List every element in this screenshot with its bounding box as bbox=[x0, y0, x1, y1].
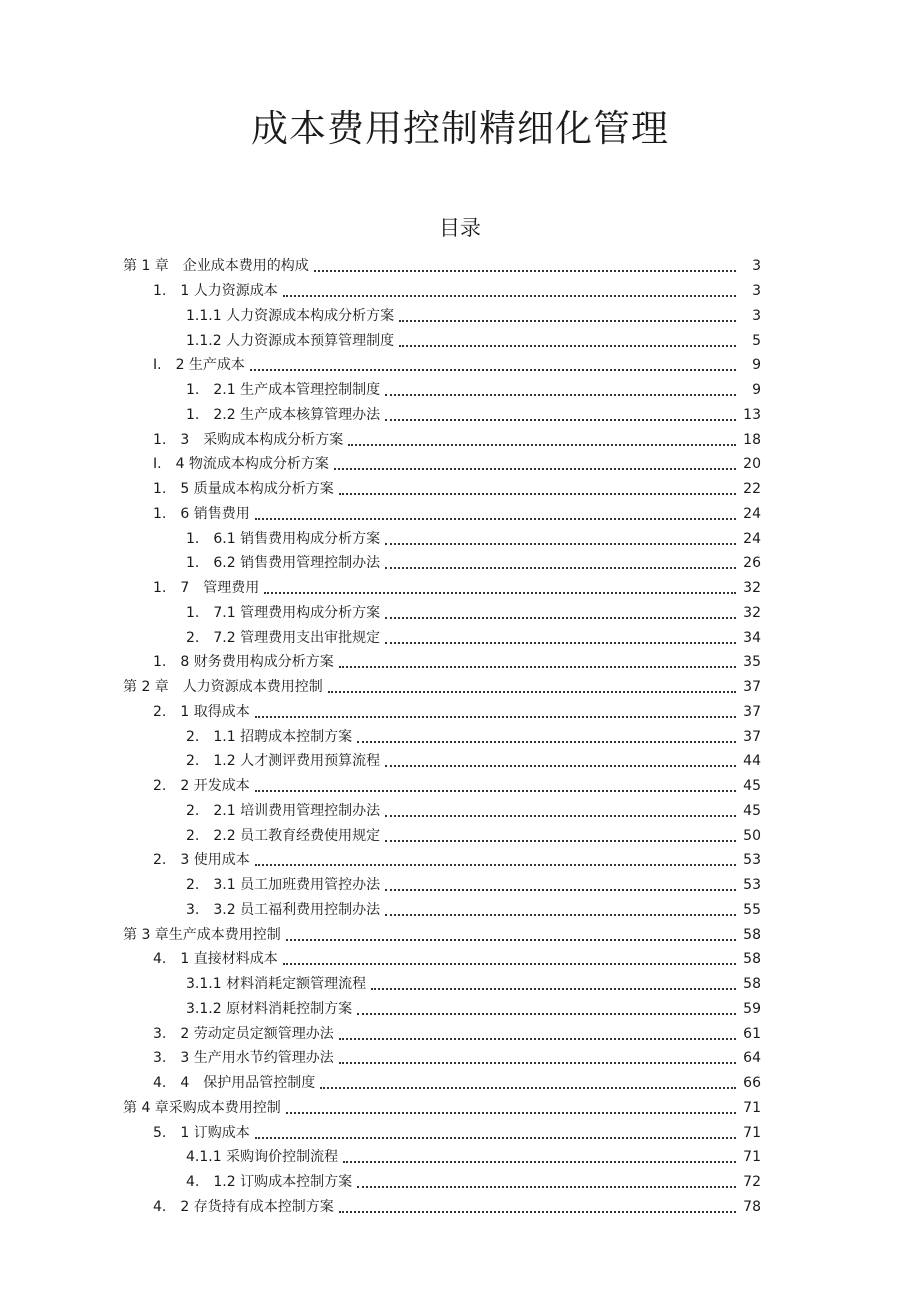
toc-dot-leader bbox=[339, 1048, 736, 1064]
toc-entry[interactable] bbox=[0, 799, 920, 824]
toc-entry-page-number: 44 bbox=[743, 753, 761, 770]
toc-entry-page-number: 22 bbox=[743, 481, 761, 498]
toc-entry[interactable] bbox=[0, 304, 920, 329]
toc-entry-label: 2. 1.2 人才测评费用预算流程 bbox=[186, 753, 381, 770]
toc-entry-label: 1.1.2 人力资源成本预算管理制度 bbox=[186, 332, 395, 349]
toc-dot-leader bbox=[357, 727, 736, 743]
toc-dot-leader bbox=[371, 974, 736, 990]
toc-dot-leader bbox=[255, 850, 736, 866]
toc-entry-label: 3.1.2 原材料消耗控制方案 bbox=[186, 1000, 353, 1017]
toc-entry-label: 3.1.1 材料消耗定额管理流程 bbox=[186, 976, 367, 993]
toc-dot-leader bbox=[314, 256, 736, 272]
toc-entry[interactable] bbox=[0, 774, 920, 799]
toc-entry-page-number: 32 bbox=[743, 580, 761, 597]
toc-entry-label: 3. 3 生产用水节约管理办法 bbox=[153, 1050, 334, 1067]
toc-entry[interactable] bbox=[0, 898, 920, 923]
toc-entry-label: 2. 2.2 员工教育经费使用规定 bbox=[186, 827, 381, 844]
toc-entry-label: 2. 1.1 招聘成本控制方案 bbox=[186, 728, 353, 745]
toc-entry-page-number: 37 bbox=[743, 703, 761, 720]
toc-entry-page-number: 61 bbox=[743, 1025, 761, 1042]
toc-dot-leader bbox=[339, 479, 736, 495]
toc-entry[interactable] bbox=[0, 601, 920, 626]
toc-entry-label: 2. 7.2 管理费用支出审批规定 bbox=[186, 629, 381, 646]
toc-entry-page-number: 35 bbox=[743, 654, 761, 671]
toc-entry-page-number: 53 bbox=[743, 877, 761, 894]
toc-entry[interactable] bbox=[0, 551, 920, 576]
toc-entry-label: 2. 3 使用成本 bbox=[153, 852, 250, 869]
toc-dot-leader bbox=[255, 776, 736, 792]
toc-entry-label: 5. 1 订购成本 bbox=[153, 1124, 250, 1141]
toc-entry-page-number: 5 bbox=[752, 332, 761, 349]
toc-entry[interactable] bbox=[0, 675, 920, 700]
toc-entry-label: 2. 1 取得成本 bbox=[153, 703, 250, 720]
toc-entry-label: 1. 1 人力资源成本 bbox=[153, 283, 278, 300]
toc-entry-page-number: 45 bbox=[743, 802, 761, 819]
toc-entry-page-number: 3 bbox=[752, 258, 761, 275]
toc-entry-page-number: 24 bbox=[743, 530, 761, 547]
toc-dot-leader bbox=[339, 1024, 736, 1040]
toc-entry[interactable] bbox=[0, 749, 920, 774]
toc-entry[interactable] bbox=[0, 254, 920, 279]
table-of-contents bbox=[0, 254, 920, 1219]
toc-dot-leader bbox=[385, 405, 736, 421]
toc-dot-leader bbox=[283, 281, 736, 297]
toc-entry-page-number: 78 bbox=[743, 1198, 761, 1215]
toc-entry-label: 1. 7 管理费用 bbox=[153, 580, 260, 597]
toc-entry-label: 1. 6.1 销售费用构成分析方案 bbox=[186, 530, 381, 547]
toc-entry-label: 第 1 章 企业成本费用的构成 bbox=[123, 258, 309, 275]
toc-entry-page-number: 58 bbox=[743, 951, 761, 968]
toc-entry-page-number: 59 bbox=[743, 1000, 761, 1017]
toc-entry-label: 2. 2 开发成本 bbox=[153, 778, 250, 795]
toc-entry-label: 1.1.1 人力资源成本构成分析方案 bbox=[186, 307, 395, 324]
toc-entry[interactable] bbox=[0, 378, 920, 403]
toc-entry-label: 2. 3.1 员工加班费用管控办法 bbox=[186, 877, 381, 894]
toc-entry[interactable] bbox=[0, 947, 920, 972]
toc-entry[interactable] bbox=[0, 353, 920, 378]
toc-entry[interactable] bbox=[0, 1096, 920, 1121]
toc-dot-leader bbox=[339, 1197, 736, 1213]
toc-entry-page-number: 18 bbox=[743, 431, 761, 448]
toc-entry-page-number: 20 bbox=[743, 456, 761, 473]
toc-entry-page-number: 3 bbox=[752, 307, 761, 324]
toc-entry[interactable] bbox=[0, 700, 920, 725]
toc-dot-leader bbox=[385, 826, 736, 842]
toc-entry-label: 4. 1 直接材料成本 bbox=[153, 951, 278, 968]
toc-entry-page-number: 72 bbox=[743, 1174, 761, 1191]
toc-entry-label: 4.1.1 采购询价控制流程 bbox=[186, 1149, 339, 1166]
toc-entry-page-number: 53 bbox=[743, 852, 761, 869]
toc-entry[interactable] bbox=[0, 1195, 920, 1220]
toc-entry-page-number: 34 bbox=[743, 629, 761, 646]
toc-entry-page-number: 13 bbox=[743, 406, 761, 423]
toc-entry[interactable] bbox=[0, 1145, 920, 1170]
toc-dot-leader bbox=[357, 1172, 736, 1188]
document-title: 成本费用控制精细化管理 bbox=[251, 107, 669, 150]
toc-dot-leader bbox=[334, 454, 736, 470]
toc-dot-leader bbox=[399, 331, 736, 347]
toc-entry-page-number: 50 bbox=[743, 827, 761, 844]
toc-dot-leader bbox=[385, 801, 736, 817]
toc-entry-label: 4. 2 存货持有成本控制方案 bbox=[153, 1198, 334, 1215]
toc-entry-label: I. 2 生产成本 bbox=[153, 357, 245, 374]
toc-entry-label: 2. 2.1 培训费用管理控制办法 bbox=[186, 802, 381, 819]
toc-entry-label: 1. 2.1 生产成本管理控制制度 bbox=[186, 382, 381, 399]
toc-entry[interactable] bbox=[0, 328, 920, 353]
toc-entry-page-number: 32 bbox=[743, 604, 761, 621]
toc-dot-leader bbox=[255, 1123, 736, 1139]
toc-entry[interactable] bbox=[0, 526, 920, 551]
toc-entry[interactable] bbox=[0, 650, 920, 675]
toc-dot-leader bbox=[339, 652, 736, 668]
toc-entry[interactable] bbox=[0, 848, 920, 873]
toc-entry[interactable] bbox=[0, 1021, 920, 1046]
toc-entry-label: 1. 5 质量成本构成分析方案 bbox=[153, 481, 334, 498]
toc-entry-label: I. 4 物流成本构成分析方案 bbox=[153, 456, 329, 473]
toc-entry[interactable] bbox=[0, 576, 920, 601]
toc-entry[interactable] bbox=[0, 279, 920, 304]
toc-entry[interactable] bbox=[0, 1046, 920, 1071]
toc-dot-leader bbox=[385, 603, 736, 619]
toc-entry-label: 1. 8 财务费用构成分析方案 bbox=[153, 654, 334, 671]
toc-entry-label: 1. 6 销售费用 bbox=[153, 505, 250, 522]
toc-dot-leader bbox=[385, 628, 736, 644]
toc-dot-leader bbox=[328, 677, 736, 693]
toc-dot-leader bbox=[385, 553, 736, 569]
toc-entry-page-number: 55 bbox=[743, 901, 761, 918]
toc-dot-leader bbox=[357, 999, 736, 1015]
toc-entry-page-number: 3 bbox=[752, 283, 761, 300]
toc-dot-leader bbox=[320, 1073, 736, 1089]
toc-entry-label: 1. 6.2 销售费用管理控制办法 bbox=[186, 555, 381, 572]
toc-dot-leader bbox=[385, 380, 736, 396]
toc-entry-label: 4. 1.2 订购成本控制方案 bbox=[186, 1174, 353, 1191]
toc-entry-page-number: 71 bbox=[743, 1099, 761, 1116]
toc-heading: 目录 bbox=[439, 216, 481, 240]
toc-entry-page-number: 26 bbox=[743, 555, 761, 572]
toc-entry[interactable] bbox=[0, 477, 920, 502]
toc-entry[interactable] bbox=[0, 502, 920, 527]
toc-entry-label: 4. 4 保护用品管控制度 bbox=[153, 1075, 316, 1092]
toc-dot-leader bbox=[255, 702, 736, 718]
toc-entry[interactable] bbox=[0, 972, 920, 997]
toc-dot-leader bbox=[343, 1147, 736, 1163]
toc-entry[interactable] bbox=[0, 997, 920, 1022]
toc-dot-leader bbox=[385, 900, 736, 916]
toc-entry[interactable] bbox=[0, 922, 920, 947]
toc-dot-leader bbox=[348, 430, 736, 446]
toc-entry[interactable] bbox=[0, 873, 920, 898]
toc-dot-leader bbox=[255, 504, 736, 520]
toc-entry[interactable] bbox=[0, 452, 920, 477]
toc-entry[interactable] bbox=[0, 1170, 920, 1195]
toc-entry[interactable] bbox=[0, 823, 920, 848]
toc-entry-page-number: 64 bbox=[743, 1050, 761, 1067]
toc-dot-leader bbox=[286, 925, 736, 941]
toc-entry-label: 1. 7.1 管理费用构成分析方案 bbox=[186, 604, 381, 621]
toc-entry[interactable] bbox=[0, 403, 920, 428]
toc-dot-leader bbox=[250, 355, 736, 371]
toc-entry-page-number: 71 bbox=[743, 1149, 761, 1166]
toc-entry-page-number: 58 bbox=[743, 976, 761, 993]
toc-entry[interactable] bbox=[0, 625, 920, 650]
toc-entry-page-number: 45 bbox=[743, 778, 761, 795]
toc-entry[interactable] bbox=[0, 724, 920, 749]
toc-entry-page-number: 9 bbox=[752, 382, 761, 399]
toc-entry-page-number: 71 bbox=[743, 1124, 761, 1141]
toc-entry-label: 3. 3.2 员工福利费用控制办法 bbox=[186, 901, 381, 918]
toc-dot-leader bbox=[385, 529, 736, 545]
toc-dot-leader bbox=[283, 949, 736, 965]
toc-entry[interactable] bbox=[0, 1071, 920, 1096]
toc-entry-label: 第 2 章 人力资源成本费用控制 bbox=[123, 679, 323, 696]
toc-dot-leader bbox=[385, 875, 736, 891]
toc-entry[interactable] bbox=[0, 427, 920, 452]
toc-dot-leader bbox=[385, 751, 736, 767]
toc-entry-page-number: 24 bbox=[743, 505, 761, 522]
toc-entry-label: 1. 2.2 生产成本核算管理办法 bbox=[186, 406, 381, 423]
toc-dot-leader bbox=[286, 1098, 736, 1114]
toc-entry-page-number: 37 bbox=[743, 679, 761, 696]
toc-dot-leader bbox=[399, 306, 736, 322]
toc-entry-page-number: 58 bbox=[743, 926, 761, 943]
toc-entry-label: 3. 2 劳动定员定额管理办法 bbox=[153, 1025, 334, 1042]
toc-entry-label: 1. 3 采购成本构成分析方案 bbox=[153, 431, 344, 448]
toc-entry-label: 第 3 章生产成本费用控制 bbox=[123, 926, 281, 943]
toc-entry[interactable] bbox=[0, 1120, 920, 1145]
toc-dot-leader bbox=[264, 578, 736, 594]
toc-entry-page-number: 9 bbox=[752, 357, 761, 374]
toc-entry-label: 第 4 章采购成本费用控制 bbox=[123, 1099, 281, 1116]
toc-entry-page-number: 37 bbox=[743, 728, 761, 745]
toc-entry-page-number: 66 bbox=[743, 1075, 761, 1092]
